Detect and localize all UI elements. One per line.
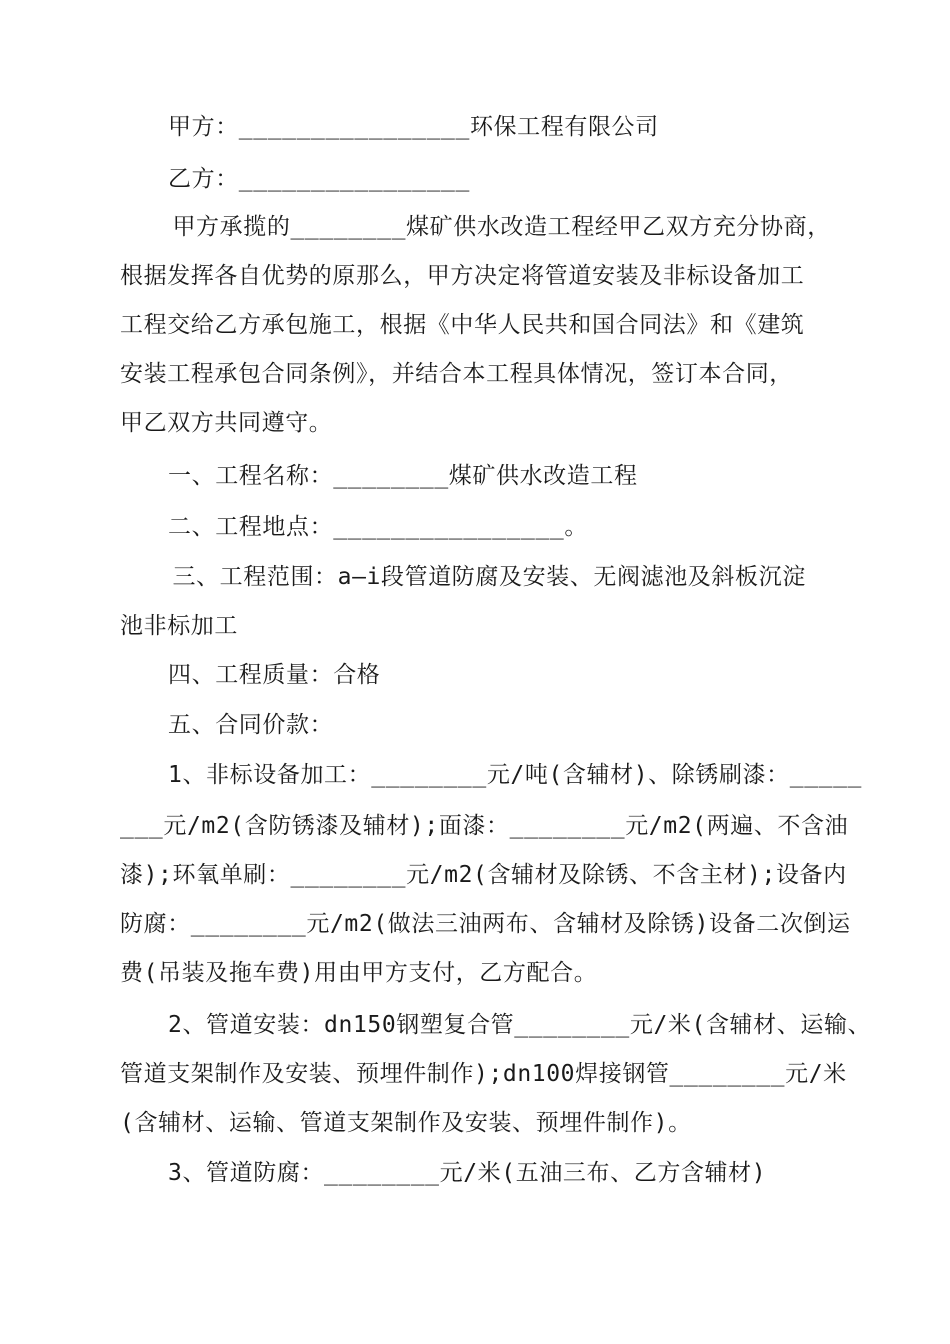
price-2-line-3: (含辅材、运输、管道支架制作及安装、预埋件制作)。 bbox=[120, 1110, 692, 1136]
intro-line-5: 甲乙双方共同遵守。 bbox=[120, 410, 333, 436]
price-1-line-2: ___元/m2(含防锈漆及辅材);面漆：________元/m2(两遍、不含油 bbox=[120, 813, 849, 839]
project-name-line: 一、工程名称：________煤矿供水改造工程 bbox=[168, 463, 638, 489]
price-2-line-1: 2、管道安装：dn150钢塑复合管________元/米(含辅材、运输、 bbox=[168, 1012, 872, 1038]
intro-line-4: 安装工程承包合同条例》，并结合本工程具体情况，签订本合同， bbox=[120, 361, 793, 387]
project-quality-line: 四、工程质量：合格 bbox=[168, 662, 381, 688]
price-1-line-1: 1、非标设备加工：________元/吨(含辅材)、除锈刷漆：_____ bbox=[168, 762, 863, 788]
price-2-line-2: 管道支架制作及安装、预埋件制作);dn100焊接钢管________元/米 bbox=[120, 1061, 847, 1087]
price-3-line: 3、管道防腐：________元/米(五油三布、乙方含辅材) bbox=[168, 1160, 767, 1186]
project-location-line: 二、工程地点：________________。 bbox=[168, 514, 588, 540]
project-scope-line-1: 三、工程范围：a—i段管道防腐及安装、无阀滤池及斜板沉淀 bbox=[158, 564, 806, 590]
party-a-line: 甲方：________________环保工程有限公司 bbox=[168, 114, 659, 140]
intro-line-2: 根据发挥各自优势的原那么，甲方决定将管道安装及非标设备加工 bbox=[120, 263, 805, 289]
project-scope-line-2: 池非标加工 bbox=[120, 613, 238, 639]
intro-line-3: 工程交给乙方承包施工，根据《中华人民共和国合同法》和《建筑 bbox=[120, 312, 805, 338]
intro-line-1: 甲方承揽的________煤矿供水改造工程经甲乙双方充分协商， bbox=[158, 214, 831, 240]
contract-price-heading: 五、合同价款： bbox=[168, 712, 334, 738]
party-b-line: 乙方：________________ bbox=[168, 166, 470, 192]
price-1-line-3: 漆);环氧单刷：________元/m2(含辅材及除锈、不含主材);设备内 bbox=[120, 862, 847, 888]
price-1-line-5: 费(吊装及拖车费)用由甲方支付，乙方配合。 bbox=[120, 960, 598, 986]
price-1-line-4: 防腐：________元/m2(做法三油两布、含辅材及除锈)设备二次倒运 bbox=[120, 911, 851, 937]
